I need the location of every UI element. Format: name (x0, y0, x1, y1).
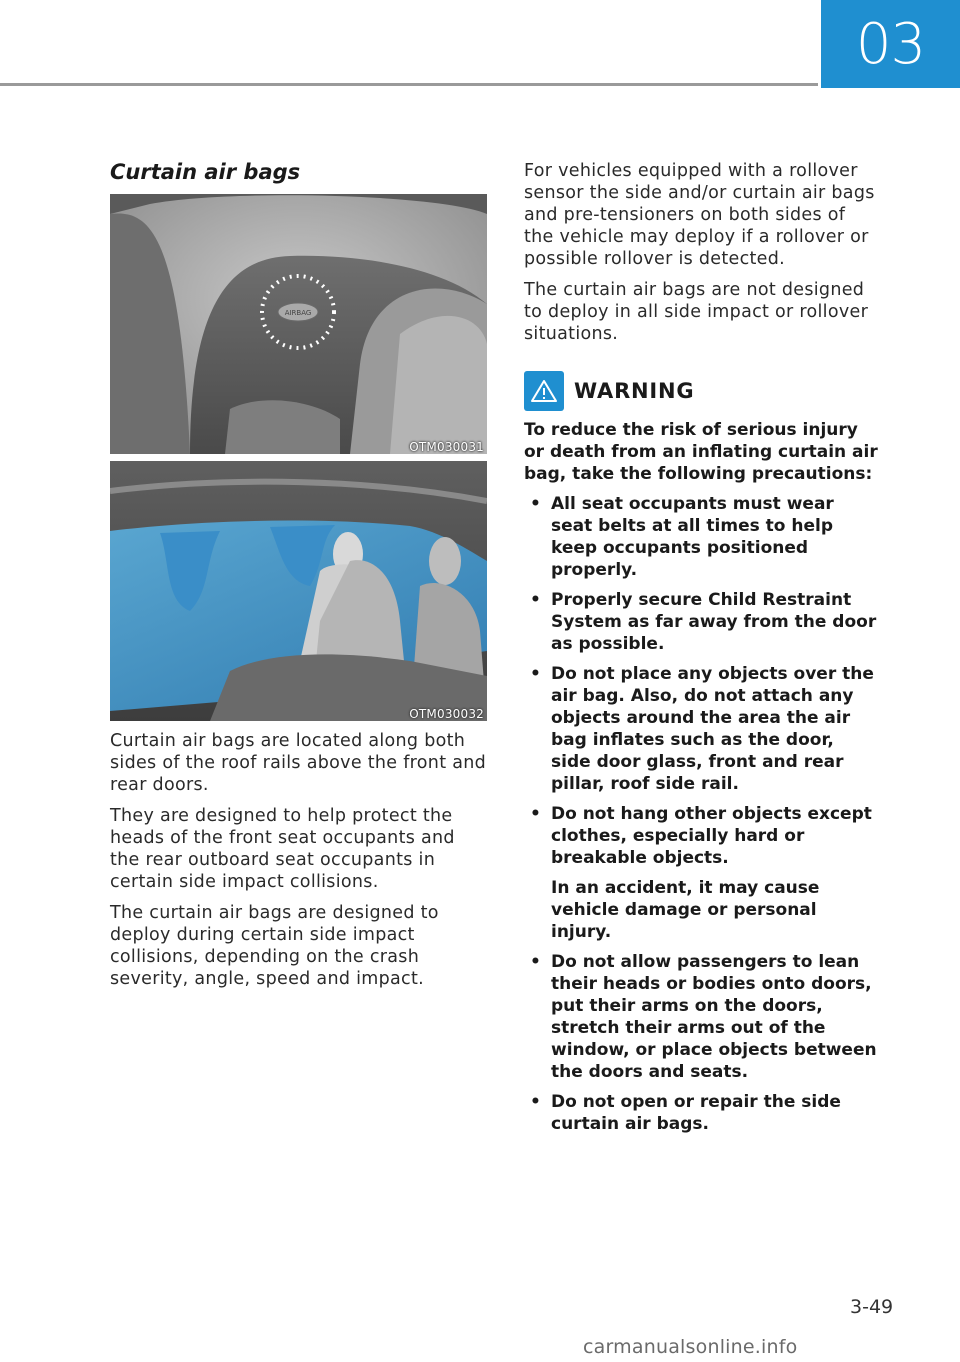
paragraph-purpose: They are designed to help protect the heads of the front seat occupants and the rear outboard seat occupants in certain side impact collisions. (110, 806, 455, 892)
figure-code: OTM030031 (409, 440, 484, 454)
right-column (524, 160, 878, 1143)
curtain-airbag-illustration (110, 461, 487, 721)
warning-list (524, 493, 878, 1135)
header-rule (0, 83, 818, 86)
list-item: • Do not open or repair the side curtain air bags. (524, 1091, 878, 1135)
airbag-pillar-illustration (110, 194, 487, 454)
airbag-label: AIRBAG (284, 309, 312, 317)
section-title: Curtain air bags (110, 160, 301, 184)
warning-intro: To reduce the risk of serious injury or death from an inflating curtain air bag, take the following precautions: (524, 420, 878, 484)
list-item: • Do not hang other objects except clothes, especially hard or breakable objects. In an accident, it may cause vehicle damage or personal injury. (524, 803, 878, 943)
chapter-tab: 03 (821, 0, 960, 88)
warning-title: WARNING (574, 379, 695, 403)
figure-code: OTM030032 (409, 707, 484, 721)
list-item: • Do not place any objects over the air bag. Also, do not attach any objects around the area the air bag inflates such as the door, side door glass, front and rear pillar, roof side rail. (524, 663, 878, 795)
list-item: • Do not allow passengers to lean their heads or bodies onto doors, put their arms on the doors, stretch their arms out of the window, or place objects between the doors and seats. (524, 951, 878, 1083)
list-item: • All seat occupants must wear seat belts at all times to help keep occupants positioned properly. (524, 493, 878, 581)
left-column (110, 730, 490, 999)
warning-triangle-icon (524, 371, 564, 411)
warning-heading (524, 371, 878, 411)
figure-airbag-pillar (110, 194, 487, 454)
watermark: carmanualsonline.info (583, 1336, 798, 1358)
paragraph-rollover: For vehicles equipped with a rollover sensor the side and/or curtain air bags and pre-tensioners on both sides of the vehicle may deploy if a rollover or possible rollover is detected. (524, 161, 875, 269)
paragraph-deployment: The curtain air bags are designed to deploy during certain side impact collisions, depending on the crash severity, angle, speed and impact. (110, 903, 439, 989)
paragraph-location: Curtain air bags are located along both sides of the roof rails above the front and rear doors. (110, 731, 487, 795)
paragraph-not-designed: The curtain air bags are not designed to deploy in all side impact or rollover situations. (524, 280, 869, 344)
list-item-note: In an accident, it may cause vehicle damage or personal injury. (551, 878, 820, 942)
page-number: 3-49 (850, 1296, 894, 1318)
figure-curtain-deployed (110, 461, 487, 721)
list-item: • Properly secure Child Restraint System as far away from the door as possible. (524, 589, 878, 655)
